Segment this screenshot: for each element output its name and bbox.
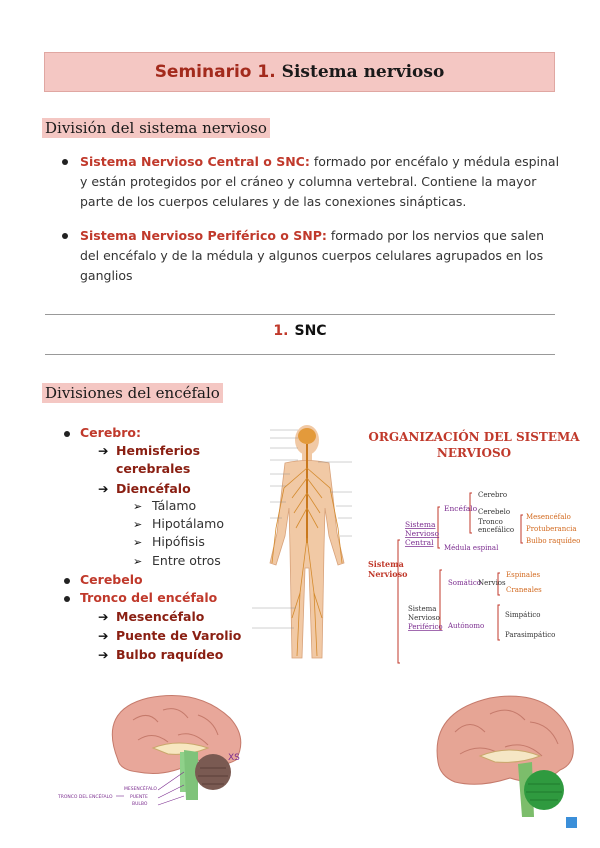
triangle-arrow-icon: ➢ [133,500,143,513]
org-central-1: Sistema [405,520,436,529]
section-title-snc [0,323,600,339]
list-item-puente: Puente de Varolio [116,628,242,643]
arrow-icon: ➔ [98,609,109,624]
org-protuberancia: Protuberancia [526,525,577,533]
division-heading: División del sistema nervioso [42,118,270,138]
snc-section-number: 1. [273,323,289,339]
org-central-2: Nervioso [405,529,440,538]
arrow-icon: ➔ [98,481,109,496]
org-tronco-2: encefálico [478,526,515,534]
org-cerebro: Cerebro [478,491,508,499]
triangle-arrow-icon: ➢ [133,518,143,531]
org-craneales: Craneales [506,586,542,594]
org-medula: Médula espinal [444,544,499,552]
brain-label-tronco: TRONCO DEL ENCÉFALO [58,795,113,800]
nervous-system-body-illustration [252,418,352,668]
list-item-diencefalo: Diencéfalo [116,481,191,496]
brain-sagittal-illustration-right [430,692,580,832]
list-item-bulbo: Bulbo raquídeo [116,647,224,662]
org-somatico: Somático [448,579,482,587]
org-mesencefalo: Mesencéfalo [526,513,571,521]
encefalo-heading-wrap [42,383,223,402]
brain-label-puente: PUENTE [130,795,148,800]
list-item-snc [80,152,560,212]
triangle-arrow-icon: ➢ [133,555,143,568]
snc-text: formado por encéfalo y médula espinal y están protegidos por el cráneo y columna vertebral. Contiene la mayor parte de los cuerpos celulares y de las conexiones sinápticas. [80,154,560,209]
snc-term: Sistema Nervioso Central o SNC: [80,154,310,169]
org-periferico-3: Periférico [408,623,443,631]
org-root-1: Sistema [368,559,404,569]
org-simpatico: Simpático [505,611,541,619]
list-item-cerebelo: Cerebelo [80,572,143,587]
division-heading-wrap [42,118,270,137]
seminar-number: Seminario 1. [154,62,276,82]
snp-text: formado por los nervios que salen del encéfalo y de la médula y algunos cuerpos celulares agrupados en los ganglios [80,228,545,283]
brain-label-bulbo: BULBO [132,802,148,807]
org-nervios: Nervios [478,579,506,587]
arrow-icon: ➔ [98,647,109,662]
list-item-talamo: Tálamo [152,498,197,513]
corner-badge-icon [566,817,577,828]
list-item-tronco: Tronco del encéfalo [80,590,218,605]
svg-text:XS: XS [228,753,240,763]
hemisferios-line-1: Hemisferios [116,443,201,458]
org-cerebelo: Cerebelo [478,508,511,516]
arrow-icon: ➔ [98,628,109,643]
list-item-hipotalamo: Hipotálamo [152,516,224,531]
encefalo-heading: Divisiones del encéfalo [42,383,223,403]
org-parasimpatico: Parasimpático [505,631,556,639]
section-rule-bottom [45,354,555,355]
org-periferico-2: Nervioso [408,614,440,622]
snc-section-title: SNC [294,323,327,339]
org-title-line-1: ORGANIZACIÓN DEL SISTEMA [368,430,580,444]
nervous-system-organization-diagram [358,425,590,670]
list-item-snp [80,226,560,286]
page-title: Sistema nervioso [281,62,445,82]
brain-sagittal-illustration [58,690,258,820]
triangle-arrow-icon: ➢ [133,536,143,549]
org-tronco-1: Tronco [478,518,503,526]
brain-label-mesencefalo: MESENCÉFALO [124,787,157,792]
list-item-otros: Entre otros [152,553,221,568]
list-item-hipofisis: Hipófisis [152,534,205,549]
org-encefalo: Encéfalo [444,504,478,513]
org-autonomo: Autónomo [448,622,485,630]
list-item-cerebro: Cerebro: [80,425,141,440]
page-title-box [44,52,555,92]
org-bulbo: Bulbo raquídeo [526,537,581,545]
section-rule-top [45,314,555,315]
arrow-icon: ➔ [98,443,109,458]
list-item-hemisferios [116,442,200,478]
hemisferios-line-2: cerebrales [116,461,191,476]
org-espinales: Espinales [506,571,541,579]
org-root-2: Nervioso [368,569,408,579]
org-central-3: Central [405,538,434,547]
snp-term: Sistema Nervioso Periférico o SNP: [80,228,327,243]
org-periferico-1: Sistema [408,605,437,613]
org-title-line-2: NERVIOSO [436,446,512,460]
list-item-mesencefalo: Mesencéfalo [116,609,205,624]
